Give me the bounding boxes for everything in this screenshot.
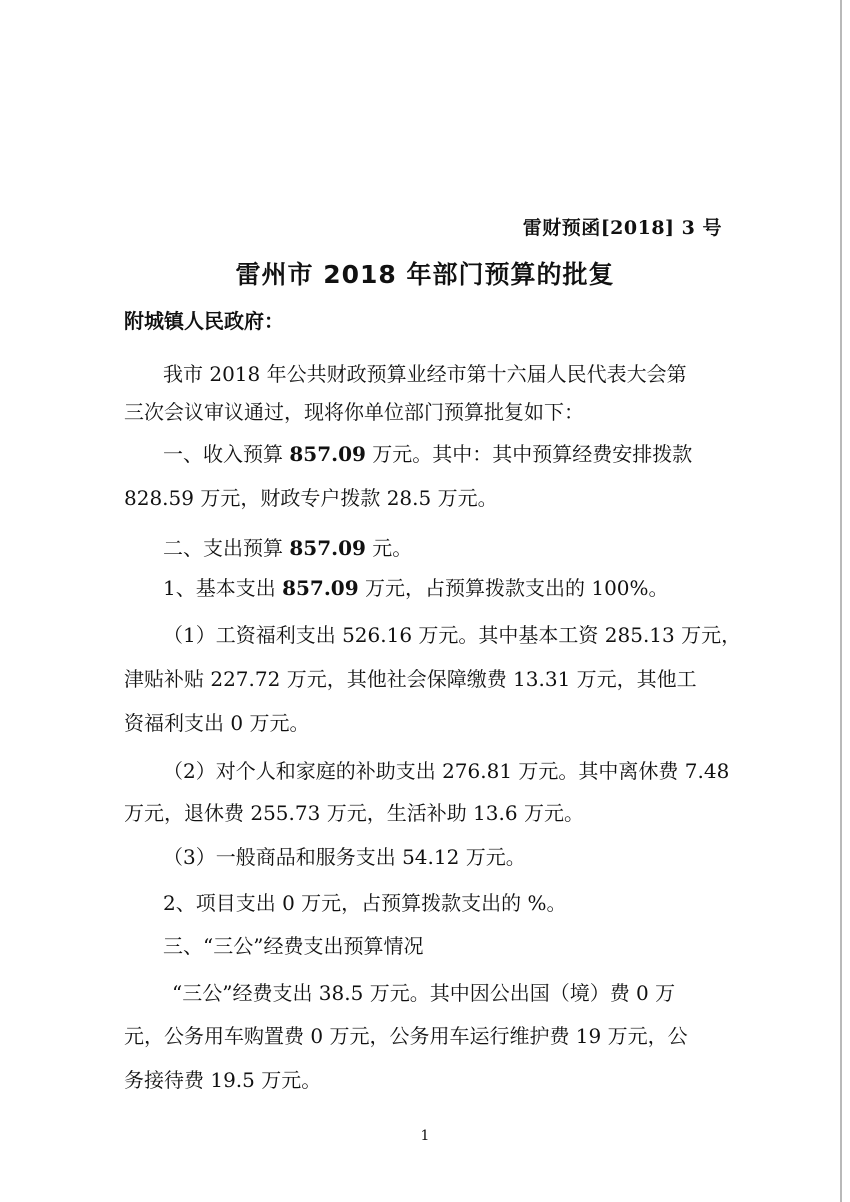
expense-suffix: 元。 xyxy=(365,536,413,560)
wage-line-3: 资福利支出 0 万元。 xyxy=(124,711,310,735)
expense-amount: 857.09 xyxy=(289,536,366,560)
expense-prefix: 二、支出预算 xyxy=(163,536,290,560)
subsidy-line-2: 万元，退休费 255.73 万元，生活补助 13.6 万元。 xyxy=(124,801,584,825)
basic-expense-line xyxy=(163,574,669,602)
addressee: 附城镇人民政府： xyxy=(124,309,284,333)
document-number: 雷财预函[2018] 3 号 xyxy=(522,217,722,239)
wage-line-1: （1）工资福利支出 526.16 万元。其中基本工资 285.13 万元， xyxy=(163,623,742,647)
three-public-line-3: 务接待费 19.5 万元。 xyxy=(124,1068,322,1092)
income-prefix: 一、收入预算 xyxy=(163,442,290,466)
three-public-heading: 三、“三公”经费支出预算情况 xyxy=(163,934,424,958)
income-line-1 xyxy=(163,440,692,468)
basic-suffix: 万元，占预算拨款支出的 100%。 xyxy=(358,576,669,600)
three-public-line-2: 元，公务用车购置费 0 万元，公务用车运行维护费 19 万元，公 xyxy=(124,1024,688,1048)
three-public-line-1: “三公”经费支出 38.5 万元。其中因公出国（境）费 0 万 xyxy=(172,981,676,1005)
income-suffix: 万元。其中：其中预算经费安排拨款 xyxy=(365,442,693,466)
goods-line: （3）一般商品和服务支出 54.12 万元。 xyxy=(163,845,526,869)
intro-line-1: 我市 2018 年公共财政预算业经市第十六届人民代表大会第 xyxy=(163,362,687,386)
project-line: 2、项目支出 0 万元，占预算拨款支出的 %。 xyxy=(163,891,567,915)
intro-line-2: 三次会议审议通过，现将你单位部门预算批复如下： xyxy=(124,400,584,424)
basic-amount: 857.09 xyxy=(282,576,359,600)
page-number: 1 xyxy=(420,1128,430,1144)
expense-line xyxy=(163,534,412,562)
basic-prefix: 1、基本支出 xyxy=(163,576,283,600)
income-amount: 857.09 xyxy=(289,442,366,466)
wage-line-2: 津贴补贴 227.72 万元，其他社会保障缴费 13.31 万元，其他工 xyxy=(124,667,697,691)
document-title: 雷州市 2018 年部门预算的批复 xyxy=(235,260,615,289)
subsidy-line-1: （2）对个人和家庭的补助支出 276.81 万元。其中离休费 7.48 xyxy=(163,759,730,783)
income-line-2: 828.59 万元，财政专户拨款 28.5 万元。 xyxy=(124,486,498,510)
